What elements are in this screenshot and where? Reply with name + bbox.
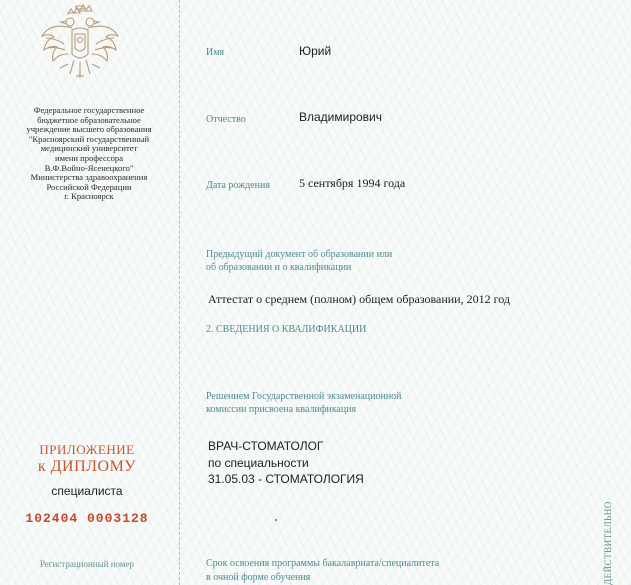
dob-label: Дата рождения [206, 180, 270, 191]
study-term-label-line2: в очной форме обучения [206, 572, 311, 583]
prev-doc-value: Аттестат о среднем (полном) общем образовании, 2012 год [208, 292, 510, 306]
prev-doc-label-line1: Предыдущий документ об образовании или [206, 249, 393, 260]
qualification-label-line2: комиссии присвоена квалификация [206, 404, 357, 415]
patronymic-value: Владимирович [299, 110, 383, 124]
org-line: Министерства здравоохранения [30, 172, 148, 183]
org-line: Федеральное государственное [33, 105, 145, 115]
org-line: В.Ф.Войно-Ясенецкого" [44, 162, 134, 173]
application-subtitle: к ДИПЛОМУ [37, 458, 137, 475]
degree-level: специалиста [51, 484, 123, 498]
org-line: бюджетное образовательное [37, 114, 141, 125]
org-line: медицинский университет [40, 143, 138, 154]
panel-divider [179, 0, 180, 585]
application-title: ПРИЛОЖЕНИЕ [39, 442, 135, 457]
issuing-organization [14, 106, 164, 202]
org-line: "Красноярский государственный [28, 133, 150, 144]
left-panel [0, 0, 178, 585]
study-term-label-line1: Срок освоения программы бакалавриата/специалитета [206, 558, 440, 569]
first-name-label: Имя [206, 47, 225, 58]
patronymic-label: Отчество [206, 114, 246, 125]
qualification-specialty-code: 31.05.03 - СТОМАТОЛОГИЯ [208, 472, 364, 486]
first-name-value: Юрий [299, 44, 332, 58]
coat-of-arms-icon [38, 4, 122, 88]
prev-doc-label-line2: об образовании и о квалификации [206, 262, 352, 273]
serial-number: 102404 0003128 [25, 511, 149, 526]
dob-value: 5 сентября 1994 года [299, 176, 406, 190]
org-line: учреждение высшего образования [26, 124, 152, 135]
org-line: г. Красноярск [64, 191, 114, 202]
registration-number-label: Регистрационный номер [39, 559, 135, 569]
scan-speck [275, 519, 277, 521]
side-validity-text: ДЕЙСТВИТЕЛЬНО [603, 501, 613, 585]
qualification-label-line1: Решением Государственной экзаменационной [206, 391, 402, 402]
org-line: Российской Федерации [46, 181, 132, 192]
org-line: имени профессора [54, 152, 124, 163]
section-2-heading: 2. СВЕДЕНИЯ О КВАЛИФИКАЦИИ [206, 324, 367, 335]
qualification-title: ВРАЧ-СТОМАТОЛОГ [208, 439, 324, 453]
qualification-specialty-label: по специальности [208, 456, 309, 470]
